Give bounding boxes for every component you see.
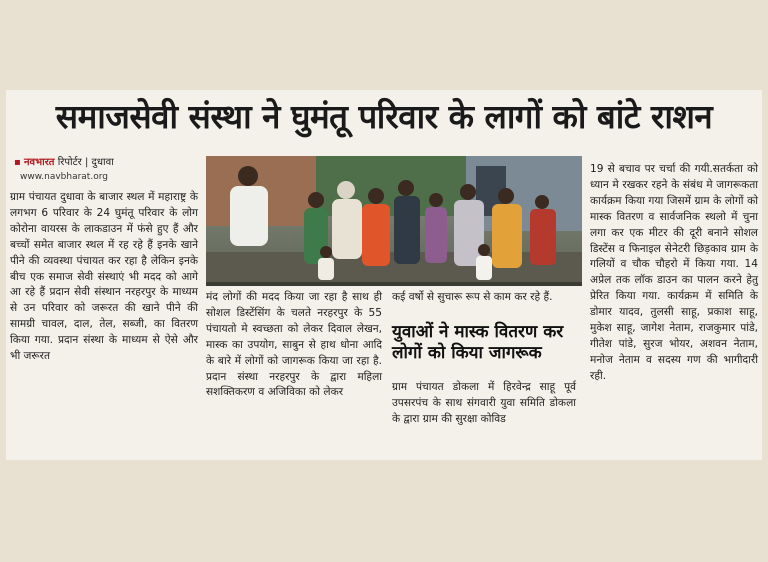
byline-brand: नवभारत xyxy=(23,157,55,168)
news-photo-illustration xyxy=(206,156,582,286)
article-text-3b: ग्राम पंचायत डोकला में हिरवेन्द्र साहू पूर्व उपसरपंच के साथ संगवारी युवा समिति डोकला के द्वारा ग्राम की सुरक्षा कोविड xyxy=(392,381,576,425)
article-column-1 xyxy=(10,190,198,365)
newspaper-clipping xyxy=(6,90,762,460)
article-text-3: कई वर्षो से सुचारू रूप से काम कर रहे हैं. xyxy=(392,291,553,303)
article-column-4 xyxy=(590,162,758,385)
headline: समाजसेवी संस्था ने घुमंतू परिवार के लागों को बांटे राशन xyxy=(55,97,713,136)
byline xyxy=(14,154,114,168)
photo-bottom-edge xyxy=(206,282,582,286)
byline-reporter: रिपोर्टर xyxy=(57,157,82,168)
website: www.navbharat.org xyxy=(20,172,108,182)
byline-bullet: ▪ xyxy=(14,157,21,168)
news-photo xyxy=(206,156,582,286)
subheadline: युवाओं ने मास्क वितरण कर लोगों को किया जागरूक xyxy=(392,322,564,363)
article-text-1: ग्राम पंचायत दुधावा के बाजार स्थल में महाराष्ट्र के लगभग 6 परिवार के 24 घुमंतू परिवार के लोग कोरोना वायरस के लाकडाउन में फंसे हुए हैं और बच्चों समेत बाजार स्थल में रह रहे हैं इनके खाने पीने की व्यवस्था पंचायत कर रहा है लेकिन इनके बीच एक समाज सेवी संस्थाएं भी मदद को आगे आ रहे हैं प्रदान सेवी संस्थान नरहरपुर के माध्यम से उन परिवार को जरूरत की खाने पीने की सामग्री चावल, दाल, तेल, सब्जी, का वितरण किया गया. प्रदान संस्था के माध्यम से ऐसे और भी जरूरत xyxy=(10,191,198,363)
article-text-4: 19 से बचाव पर चर्चा की गयी.सतर्कता को ध्यान मे रखकर रहने के संबंध मे जागरूकता कार्यक्रम किया गया जिसमें ग्राम के लोगों को मास्क वितरण व सार्वजनिक स्थलो में चुना लगा कर एक मीटर की दूरी बनाने सोशल डिस्टेंस व फिनाइल सेनेटरी छिड़काव ग्राम के गलियों व चौक चौहरो में किया गया. 14 अप्रेल तक लॉक डाउन का पालन करने हेतु प्रेरित किया गया. कार्यक्रम में समिति के डोमार यादव, तुलसी साहू, प्रकाश साहू, मुकेश साहू, जागेश नेताम, राजकुमार पांडे, गीतेश पांडे, सुरज भोयर, अशवन नेताम, मनोज नेताम व सदस्य गण की भागीदारी रही. xyxy=(590,163,758,382)
article-column-3b xyxy=(392,380,576,428)
article-column-2 xyxy=(206,290,382,401)
article-column-3 xyxy=(392,290,576,306)
byline-place: | दुधावा xyxy=(84,157,114,168)
article-text-2: मंद लोगों की मदद किया जा रहा है साथ ही सोशल डिस्टेंसिंग के चलते नरहरपुर के 55 पंचायतो मे स्वच्छता को लेकर दिवाल लेखन, मास्क का उपयोग, साबुन से हाथ धोना आदि के बारे में लोगों को जागरूक किया जा रहा है. प्रदान संस्था नरहरपुर के द्वारा महिला सशक्तिकरण व अजिविका को लेकर xyxy=(206,291,382,399)
